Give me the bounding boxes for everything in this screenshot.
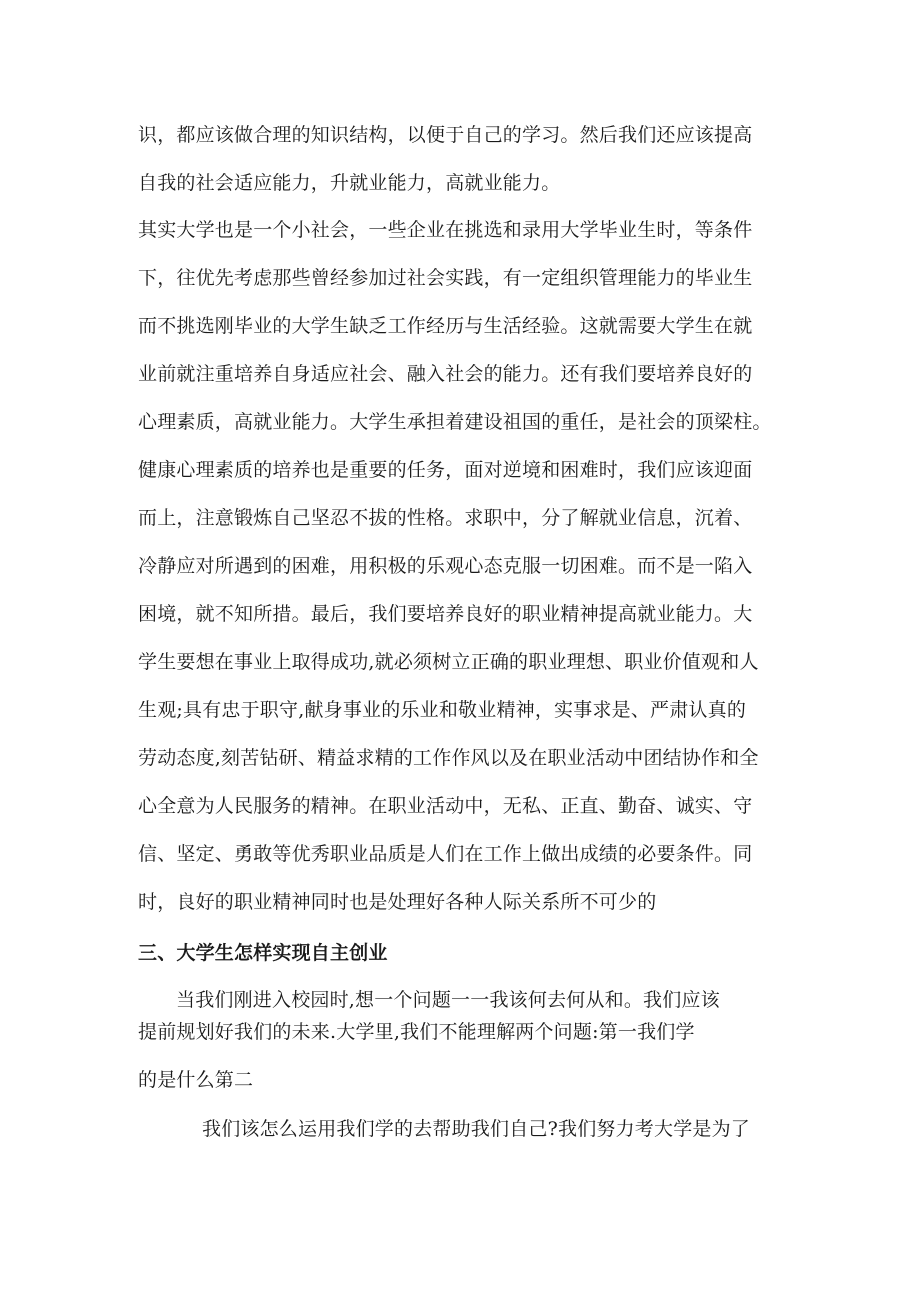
text-line: 信、坚定、勇敢等优秀职业品质是人们在工作上做出成绩的必要条件。同 [138,843,753,865]
text-line: 提前规划好我们的未来.大学里,我们不能理解两个问题:第一我们学 [138,1021,695,1043]
text-line: 识，都应该做合理的知识结构，以便于自己的学习。然后我们还应该提高 [138,124,753,146]
text-line: 我们该怎么运用我们学的去帮助我们自己?我们努力考大学是为了 [202,1118,750,1140]
section-heading: 三、大学生怎样实现自主创业 [138,942,388,964]
text-line: 的是什么第二 [138,1069,254,1091]
text-line: 心理素质，高就业能力。大学生承担着建设祖国的重任，是社会的顶梁柱。 [138,411,772,433]
text-line: 困境，就不知所措。最后，我们要培养良好的职业精神提高就业能力。大 [138,603,753,625]
text-line: 其实大学也是一个小社会，一些企业在挑选和录用大学毕业生时，等条件 [138,219,753,241]
text-line: 而不挑选刚毕业的大学生缺乏工作经历与生活经验。这就需要大学生在就 [138,315,753,337]
text-line: 下，往优先考虑那些曾经参加过社会实践，有一定组织管理能力的毕业生 [138,267,753,289]
text-line: 而上，注意锻炼自己坚忍不拔的性格。求职中，分了解就业信息，沉着、 [138,507,753,529]
text-line: 冷静应对所遇到的困难，用积极的乐观心态克服一切困难。而不是一陷入 [138,555,753,577]
text-line: 生观;具有忠于职守,献身事业的乐业和敬业精神，实事求是、严肃认真的 [138,699,747,721]
text-line: 学生要想在事业上取得成功,就必须树立正确的职业理想、职业价值观和人 [138,651,759,673]
text-line: 心全意为人民服务的精神。在职业活动中，无私、正直、勤奋、诚实、守 [138,795,753,817]
text-line: 业前就注重培养自身适应社会、融入社会的能力。还有我们要培养良好的 [138,363,753,385]
text-line: 健康心理素质的培养也是重要的任务，面对逆境和困难时，我们应该迎面 [138,459,753,481]
text-line: 当我们刚进入校园时,想一个问题一一我该何去何从和。我们应该 [176,989,720,1011]
text-line: 劳动态度,刻苦钻研、精益求精的工作作风以及在职业活动中团结协作和全 [138,747,759,769]
text-line: 自我的社会适应能力，升就业能力，高就业能力。 [138,172,561,194]
text-line: 时，良好的职业精神同时也是处理好各种人际关系所不可少的 [138,891,657,913]
